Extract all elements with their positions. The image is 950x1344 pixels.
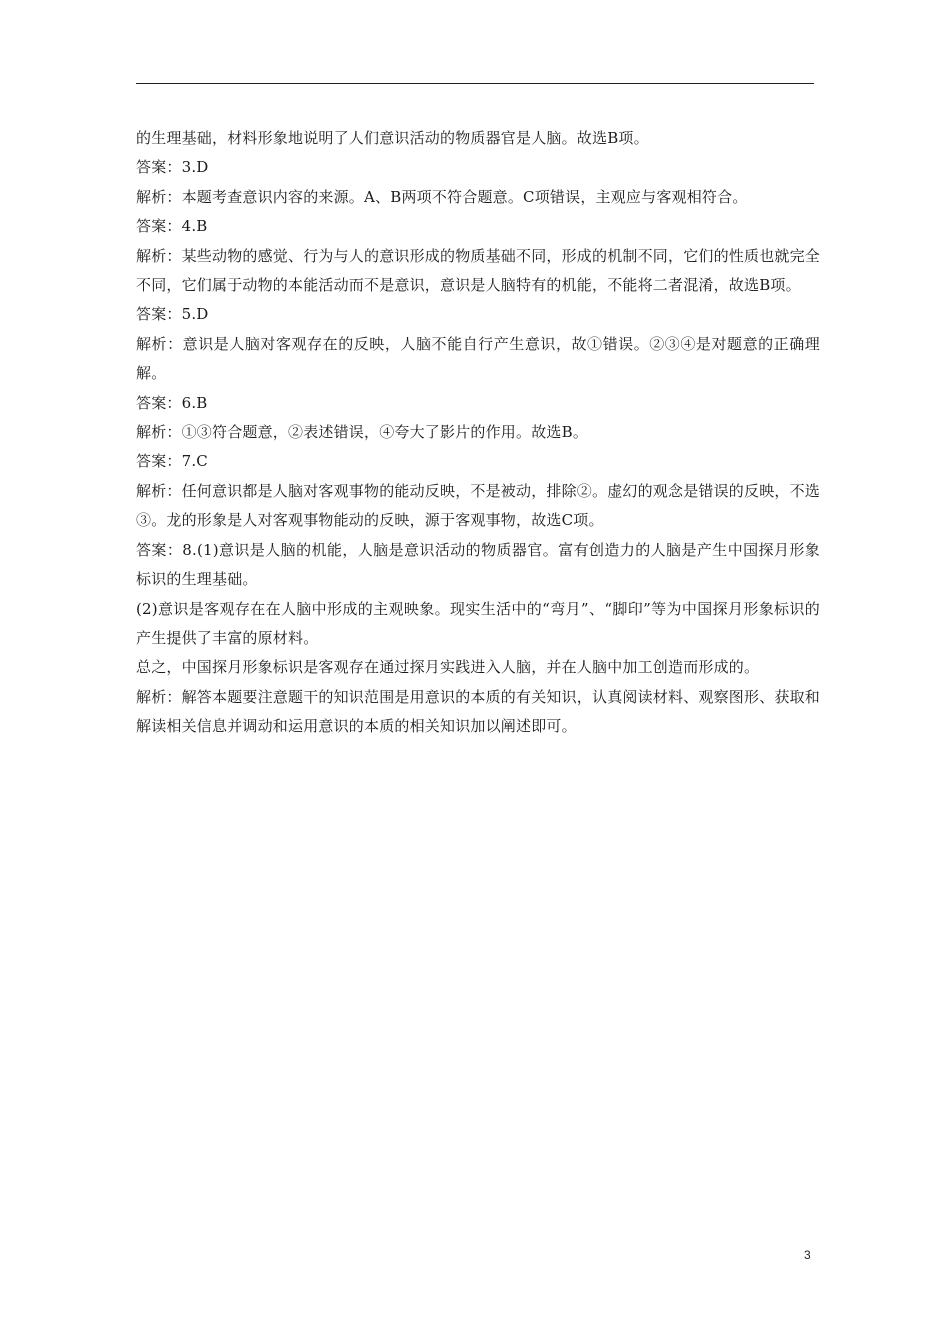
- explanation-paragraph: 解析：①③符合题意，②表述错误，④夸大了影片的作用。故选B。: [136, 423, 589, 442]
- answer-line: 答案：5.D: [136, 305, 209, 324]
- answer-line: 答案：3.D: [136, 158, 209, 177]
- answer-paragraph: (2)意识是客观存在在人脑中形成的主观映象。现实生活中的“弯月”、“脚印”等为中国探月形象标识的产生提供了丰富的原材料。: [136, 599, 820, 647]
- answer-line: 答案：4.B: [136, 217, 208, 236]
- explanation-paragraph: 解析：某些动物的感觉、行为与人的意识形成的物质基础不同，形成的机制不同，它们的性质也就完全不同，它们属于动物的本能活动而不是意识，意识是人脑特有的机能，不能将二者混淆，故选B项。: [136, 246, 821, 295]
- explanation-paragraph: 解析：解答本题要注意题干的知识范围是用意识的本质的有关知识，认真阅读材料、观察图形、获取和解读相关信息并调动和运用意识的本质的相关知识加以阐述即可。: [136, 687, 821, 736]
- explanation-paragraph: 解析：任何意识都是人脑对客观事物的能动反映，不是被动，排除②。虚幻的观念是错误的反映，不选③。龙的形象是人对客观事物能动的反映，源于客观事物，故选C项。: [136, 481, 821, 530]
- explanation-paragraph: 解析：本题考查意识内容的来源。A、B两项不符合题意。C项错误，主观应与客观相符合。: [136, 187, 748, 206]
- header-rule: [136, 83, 814, 84]
- explanation-paragraph: 解析：意识是人脑对客观存在的反映，人脑不能自行产生意识，故①错误。②③④是对题意的正确理解。: [136, 334, 820, 383]
- page-number: 3: [804, 1248, 811, 1262]
- paragraph: 的生理基础，材料形象地说明了人们意识活动的物质器官是人脑。故选B项。: [136, 129, 649, 147]
- document-body: [136, 124, 820, 742]
- answer-line: 答案：6.B: [136, 393, 208, 412]
- summary-paragraph: 总之，中国探月形象标识是客观存在通过探月实践进入人脑，并在人脑中加工创造而形成的。: [136, 658, 760, 677]
- answer-line: 答案：7.C: [136, 452, 208, 471]
- answer-paragraph: 答案：8.(1)意识是人脑的机能，人脑是意识活动的物质器官。富有创造力的人脑是产生中国探月形象标识的生理基础。: [136, 540, 820, 589]
